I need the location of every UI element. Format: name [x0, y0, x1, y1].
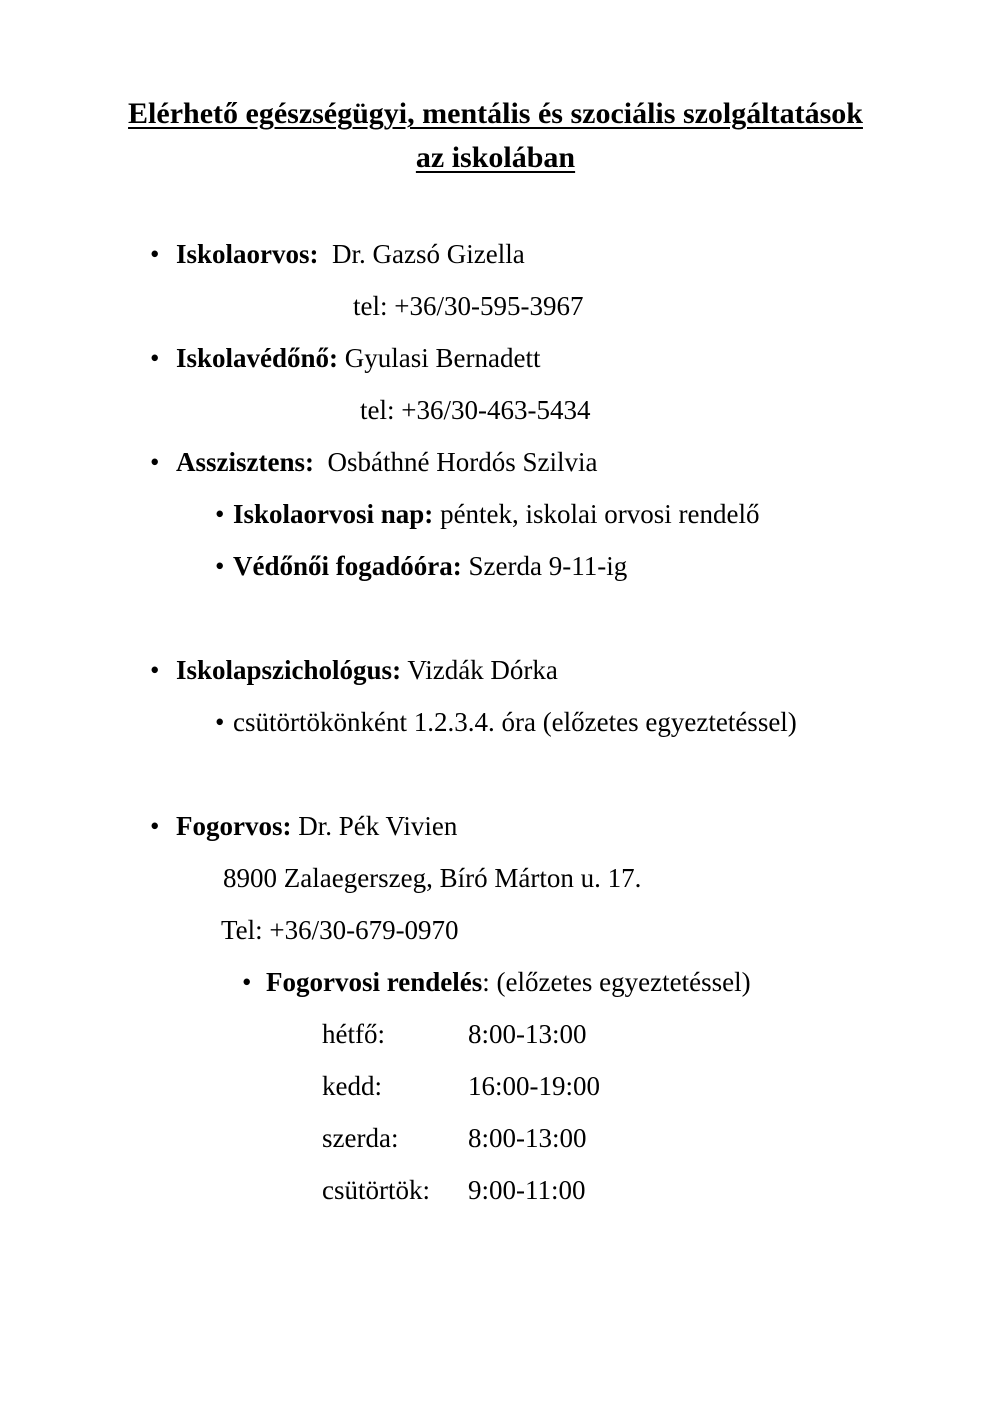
psychologist-label: Iskolapszichológus: — [176, 655, 402, 685]
school-nurse-name: Gyulasi Bernadett — [344, 343, 541, 373]
schedule-time: 9:00-11:00 — [468, 1175, 586, 1205]
bullet-icon: • — [215, 707, 225, 737]
table-row — [0, 1060, 991, 1112]
dentist-phone-line — [0, 904, 991, 956]
table-row — [0, 1112, 991, 1164]
list-item-psychologist-availability — [0, 696, 991, 748]
school-doctor-phone: tel: +36/30-595-3967 — [353, 291, 584, 321]
dentist-hours-heading-row — [266, 956, 751, 1008]
schedule-time: 8:00-13:00 — [468, 1123, 587, 1153]
dentist-label: Fogorvos: — [176, 811, 292, 841]
bullet-icon: • — [150, 655, 160, 685]
schedule-day: kedd: — [322, 1071, 382, 1101]
assistant-name: Osbáthné Hordós Szilvia — [327, 447, 598, 477]
nurse-hours-row — [233, 540, 627, 592]
page-title-line-2-wrapper — [0, 136, 991, 180]
dentist-address-line — [0, 852, 991, 904]
list-item-dentist — [0, 800, 991, 852]
school-doctor-row — [176, 228, 525, 280]
assistant-label: Asszisztens: — [176, 447, 314, 477]
bullet-icon: • — [150, 811, 160, 841]
list-item-assistant — [0, 436, 991, 488]
psychologist-row — [176, 644, 558, 696]
bullet-icon: • — [150, 239, 160, 269]
dentist-row — [176, 800, 457, 852]
table-row — [0, 1164, 991, 1216]
table-row — [0, 1008, 991, 1060]
psychologist-availability: csütörtökönként 1.2.3.4. óra (előzetes egyeztetéssel) — [233, 707, 797, 737]
dentist-name: Dr. Pék Vivien — [298, 811, 458, 841]
dentist-hours-label: Fogorvosi rendelés — [266, 967, 483, 997]
schedule-time: 8:00-13:00 — [468, 1019, 587, 1049]
bullet-icon: • — [242, 967, 252, 997]
nurse-hours-value: Szerda 9-11-ig — [468, 551, 628, 581]
school-nurse-phone-line — [0, 384, 991, 436]
school-nurse-label: Iskolavédőnő: — [176, 343, 339, 373]
page-title-line-2: az iskolában — [415, 141, 576, 174]
list-item-psychologist — [0, 644, 991, 696]
school-nurse-phone: tel: +36/30-463-5434 — [360, 395, 591, 425]
schedule-time: 16:00-19:00 — [468, 1071, 600, 1101]
page-title-line-1: Elérhető egészségügyi, mentális és szociális szolgáltatások — [128, 97, 863, 130]
list-item-doctor-day — [0, 488, 991, 540]
bullet-icon: • — [215, 551, 225, 581]
page-title — [0, 92, 991, 180]
doctor-day-row — [233, 488, 760, 540]
list-item-school-nurse — [0, 332, 991, 384]
doctor-day-label: Iskolaorvosi nap: — [233, 499, 434, 529]
schedule-day: csütörtök: — [322, 1175, 430, 1205]
bullet-icon: • — [150, 343, 160, 373]
document-body — [0, 228, 991, 1216]
list-item-dentist-hours-heading — [0, 956, 991, 1008]
bullet-icon: • — [150, 447, 160, 477]
school-doctor-label: Iskolaorvos: — [176, 239, 319, 269]
dentist-address: 8900 Zalaegerszeg, Bíró Márton u. 17. — [223, 863, 642, 893]
list-item-school-doctor — [0, 228, 991, 280]
school-doctor-name: Dr. Gazsó Gizella — [332, 239, 525, 269]
doctor-day-value: péntek, iskolai orvosi rendelő — [440, 499, 760, 529]
schedule-day: szerda: — [322, 1123, 399, 1153]
schedule-day: hétfő: — [322, 1019, 385, 1049]
dentist-phone: Tel: +36/30-679-0970 — [221, 915, 459, 945]
psychologist-name: Vizdák Dórka — [407, 655, 558, 685]
bullet-icon: • — [215, 499, 225, 529]
nurse-hours-label: Védőnői fogadóóra: — [233, 551, 462, 581]
assistant-row — [176, 436, 597, 488]
list-item-nurse-hours — [0, 540, 991, 592]
school-nurse-row — [176, 332, 541, 384]
school-doctor-phone-line — [0, 280, 991, 332]
dentist-hours-note: : (előzetes egyeztetéssel) — [482, 967, 751, 997]
